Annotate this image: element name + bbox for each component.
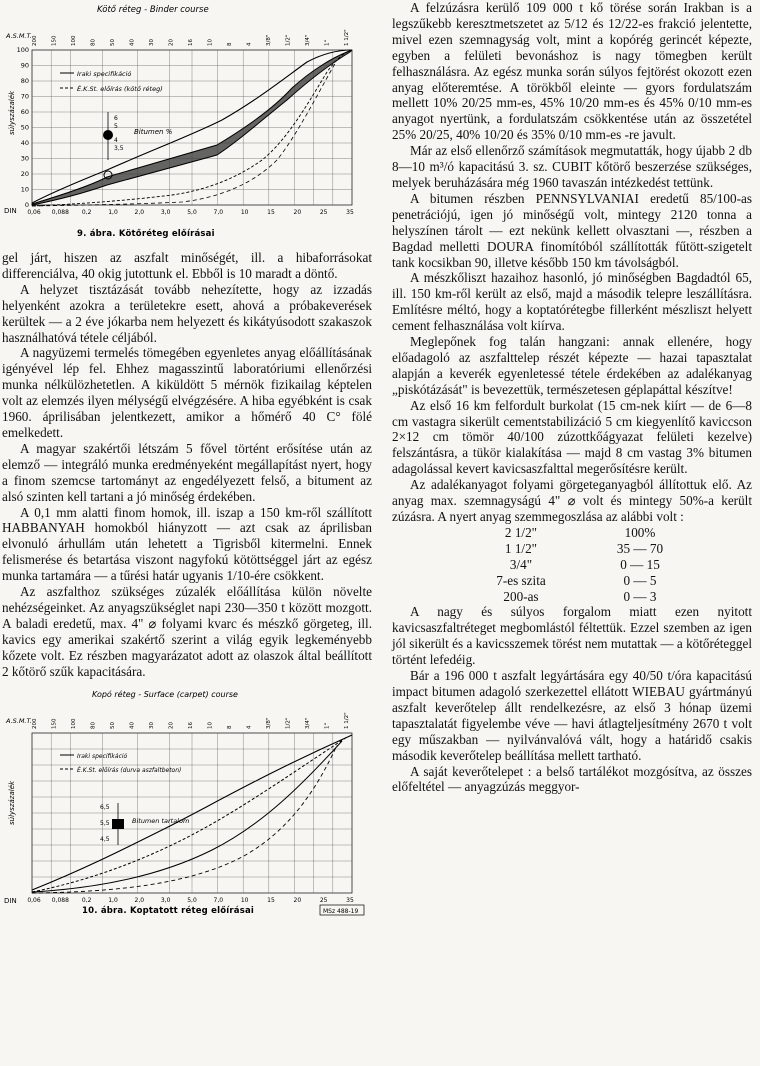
left-paragraph-3: A nagyüzemi termelés tömegében egyenletes anyag előállításának igényével lép fel. Ehhez magasszintű laboratóriumi ellenőrzési munka nélkülözhetetlen. A kiküldött 5 mérnök fizikailag képtelen volt az elemzés ilyen mélységű elvégzésére. A hiba egyébként is csak 1960. áprilisában jelentkezett, amikor a hőmérő 40 C° fölé emelkedett. [2,345,372,440]
top-tick-label: 30 [149,722,155,730]
top-tick-label: 16 [188,39,194,46]
top-tick-label: 80 [90,39,97,46]
top-tick-label: 200 [32,718,38,730]
figure-10-stamp: MSz 488-19 [323,908,359,916]
right-paragraph-2: Már az első ellenőrző számítások megmutatták, hogy újabb 2 db 8—10 m³/ó kapacitású 3. sz. CUBIT kőtörő beszerzése szükséges, melyek beruházására még 1960 tavaszán intézkedést tettünk. [392,143,752,190]
grading-table [462,525,700,605]
bottom-tick-label: 0,2 [81,897,92,905]
bottom-tick-label: 15 [267,897,275,905]
right-paragraph-10: A saját keverőtelepet : a belső tartálékot mozgósítva, az összes előfeltétel — anyagzúzás meggyor- [392,763,752,795]
left-paragraph-2: A helyzet tisztázását tovább nehezítette, hogy az izzadás helyenként azokra a területekre esett, ahová a próbakeverések kerültek — a 2 éve jókarba nem helyezett és kikátyúsodott szakaszok használhatóvá tétele céljából. [2,281,372,345]
right-paragraph-1: A felzúzásra kerülő 109 000 t kő törése során Irakban is a legszűkebb keresztmetszetet az 5/12 és 12/22-es frakció jelentette, mivel ezen szemnagyság volt, mint a kopórég gerincét képezte, egyben a felületi bevonáshoz is nagy tömegben került felhasználásra. Az egész munka során súlyos fejtörést okozott ezen anyag előteremtése. A törökből eleinte — gyors fordulatszám mellett 10% 20/25 mm-es, 45% 10/20 mm-es és 45% 0/10 mm-es anyagot nyertünk, a fordulatszám csökkentése után az összetétel 25% 20/25, 40% 10/20 és 35% 0/10 mm-es -re javult. [392,0,752,143]
figure-9-caption: 9. ábra. Kötőréteg előírásai [77,229,215,239]
figure-9-bitumen-tick-4: 3,5 [114,145,124,152]
top-tick-label: 50 [110,39,116,46]
top-tick-label: 8 [227,725,233,730]
table-row [462,525,700,541]
bottom-tick-label: 3,0 [160,209,171,216]
figure-10-chart [2,685,372,917]
figure-10-legend-2: É.K.St. előírás (durva aszfaltbeton) [77,767,182,775]
top-tick-label: 16 [188,722,194,730]
right-paragraph-5: Meglepőnek fog talán hangzani: annak ellenére, hogy előadagoló az aszfalttelep részét képezte — hazai tapasztalat alapján a keverék egyenletessé tétele érdekében az adalékanyag „piskótázását" is bevezettük, természetesen géplapáttal készítve! [392,334,752,397]
table-row [462,557,700,573]
figure-10-title: Kopó réteg - Surface (carpet) course [92,690,238,700]
table-row [462,589,700,605]
top-tick-label: 10 [207,39,214,46]
bottom-tick-label: 35 [346,897,354,905]
table-row [462,541,700,557]
right-paragraph-6: Az első 16 km felfordult burkolat (15 cm-nek kiírt — de 6—8 cm vastagra sikerült cementstabilizáció 5 cm kiegyenlítő kaviccson 2×12 cm tömör 40/100 zúzottkőágyazat felületi kezelve) felszántásra, a tükör kialakítása — majd 8 cm vastag 3% bitumen adagolással kevert kavicsaszfalttal megerősítésre került. [392,397,752,477]
bottom-tick-label: 20 [293,897,302,905]
left-paragraph-1: gel járt, hiszen az aszfalt minőségét, ill. a hibaforrásokat differenciálva, 40 okig jutottunk el. Ebből is 10 maradt a döntő. [2,250,372,281]
top-tick-label: 4 [246,42,253,46]
top-tick-label: 80 [90,722,97,730]
bottom-tick-label: 1,0 [108,897,118,905]
bottom-tick-label: 35 [346,209,354,216]
bottom-tick-label: 1,0 [108,209,118,216]
y-tick-label: 20 [20,170,29,178]
bottom-tick-label: 0,06 [27,897,41,905]
grading-pct: 0 — 15 [620,556,660,572]
y-tick-label: 80 [20,77,29,85]
top-tick-label: 150 [51,35,58,46]
figure-9-legend-2: É.K.St. előírás (kötő réteg) [77,85,163,93]
grading-size: 3/4" [509,556,533,572]
figure-9-bitumen-label: Bitumen % [134,128,173,136]
y-tick-label: 30 [20,154,29,163]
right-paragraph-8: A nagy és súlyos forgalom miatt ezen nyitott kavicsaszfaltréteget megbomlástól féltettük. Ezzel szemben az igen jól sikerült és a kavicsszemek törést nem mutattak — a kötőréteggel történt lefedéig. [392,604,752,668]
figure-9-ylabel: súlyszázalék [8,90,16,135]
bottom-tick-label: 15 [267,209,275,216]
y-tick-label: 0 [24,201,29,209]
top-tick-label: 200 [32,35,38,46]
bottom-tick-label: 3,0 [160,897,171,905]
bottom-tick-label: 0,06 [27,209,41,216]
y-tick-label: 50 [20,123,29,132]
grading-pct: 0 — 3 [623,588,657,604]
right-column [392,0,752,795]
left-paragraph-4: A magyar szakértői létszám 5 fővel történt erősítése után az elemző — integráló munka eredményeként megállapítást nyert, hogy a finom szemcse tartományt az engedélyezett felső, a bitument az alsó szinten kell tartani a jó minőség érdekében. [2,440,372,504]
top-tick-label: 1/2" [285,34,292,46]
figure-10-bottom-ticks [27,897,354,904]
bottom-tick-label: 10 [240,897,249,905]
figure-10 [2,685,372,917]
figure-9-y-ticks [17,46,29,209]
top-tick-label: 3/4" [305,34,311,46]
left-paragraph-6: Az aszfalthoz szükséges zúzalék előállítása külön növelte nehézségeinket. Az anyagszükséglet napi 230—350 t között mozgott. A baladi eredetű, max. 4" ⌀ folyami kvarc és mészkő görgeteg, ill. kavics egy amerikai szakértő szerint a világ egyik legkeményebb kőzete volt. Ez részben magyarázatot adott az olaszok által beállított 2 kőtörő szűk kapacitására. [2,584,372,679]
top-tick-label: 20 [168,722,175,730]
bottom-tick-label: 20 [293,209,302,216]
figure-9-bitumen-tick-1: 6 [114,115,118,122]
bottom-tick-label: 10 [240,209,249,216]
figure-9-legend-1: Iraki specifikáció [77,70,132,78]
top-tick-label: 1 1/2" [344,712,350,730]
top-tick-label: 40 [129,722,136,730]
top-tick-label: 30 [149,39,155,46]
grading-size: 200-as [503,588,539,604]
grading-size: 2 1/2" [504,524,538,540]
figure-9-bitumen-tick-2: 5 [114,123,118,130]
top-tick-label: 3/8" [266,718,272,730]
bottom-tick-label: 25 [319,897,328,905]
figure-9 [2,0,372,250]
top-tick-label: 3/4" [305,718,311,730]
grading-pct: 100% [624,524,656,540]
top-tick-label: 150 [51,718,58,730]
bottom-tick-label: 0,088 [51,209,69,216]
left-paragraph-5: A 0,1 mm alatti finom homok, ill. iszap a 150 km-ről szállított HABBANYAH homokból hiányzott — azt csak az áprilisban elvonuló árhullám után lehetett a Tigrisből kitermelni. Ennek felismerése és betartása viszont nagyfokú kötöttséggel járt az egész munka tartamára — a tűrési határ ugyanis 1/10-ére csökkent. [2,504,372,584]
figure-10-ylabel: súlyszázalék [8,781,16,826]
grading-pct: 35 — 70 [616,540,664,556]
y-tick-label: 40 [20,139,29,147]
figure-9-top-ticks [32,29,350,46]
figure-10-bitumen-label: Bitumen tartalom [132,817,190,826]
top-tick-label: 8 [227,42,233,46]
top-tick-label: 50 [110,722,116,730]
bottom-tick-label: 0,088 [51,897,69,905]
grading-pct: 0 — 5 [623,572,657,588]
y-tick-label: 70 [20,92,29,101]
bottom-tick-label: 25 [319,209,328,216]
top-tick-label: 10 [207,722,214,730]
top-tick-label: 100 [71,718,77,730]
top-tick-label: 1/2" [285,718,292,730]
figure-9-bottom-ticks [27,209,354,216]
figure-10-caption: 10. ábra. Koptatott réteg előírásai [82,906,254,917]
bottom-tick-label: 7,0 [213,209,224,216]
right-paragraph-3: A bitumen részben PENNSYLVANIAI eredetű 85/100-as penetrációjú, igen jó minőségű volt, mintegy 2120 tonna a helyszínen tárolt — ezt nekünk kellett olvasztani —, részben a Bagdad melletti DOURA finomítóból szállították fűtött-szigetelt tank kocsikban 90, illetve később 150 km távolságból. [392,190,752,270]
bottom-tick-label: 5,0 [187,209,197,216]
figure-10-legend-1: Iraki specifikáció [77,753,128,761]
right-paragraph-9: Bár a 196 000 t aszfalt legyártására egy 40/50 t/óra kapacitású impact bitumen adagoló szerkezettel ellátott WIEBAU gyártmányú aszfalt keverőtelep állt rendelkezésre, az első 3 hónap üzemi tapasztalatát figyelembe véve — havi átlagteljesítmény 2670 t volt egy műszakban — nyilvánvalóvá vált, hogy a határidő csakis második keverőtelep beállítása mellett tartható. [392,668,752,763]
figure-10-din: DIN [4,897,17,906]
y-tick-label: 100 [16,46,29,54]
figure-10-bitumen-tick-3: 4,5 [100,836,110,844]
figure-10-top-ticks [32,713,350,730]
bottom-tick-label: 0,2 [81,209,92,216]
right-paragraph-7: Az adalékanyagot folyami görgeteganyagból állítottuk elő. Az anyag max. szemnagyságú 4" ⌀ volt és mintegy 50%-a került zúzásra. A nyert anyag szemmegoszlása az alábbi volt : [392,477,752,524]
top-tick-label: 4 [246,725,253,730]
top-tick-label: 40 [129,39,136,46]
right-paragraph-4: A mészkőliszt hazaihoz hasonló, jó minőségben Bagdadtól 65, ill. 150 km-ről került az első, majd a második telepre leszállításra. Említésre méltó, hogy a koptatórétegbe fillerként mészliszt helyett cement felhasználása volt kiírva. [392,270,752,334]
bottom-tick-label: 5,0 [187,897,197,905]
top-tick-label: 100 [71,35,77,46]
figure-9-spec-lower2 [32,60,337,206]
figure-10-spec-2 [32,737,347,892]
figure-9-bitumen-tick-3: 4 [114,137,118,144]
bottom-tick-label: 2,0 [134,897,145,905]
y-tick-label: 10 [20,185,29,194]
y-tick-label: 90 [20,61,29,70]
top-tick-label: 1" [324,723,331,730]
left-column [2,0,372,917]
top-tick-label: 20 [168,39,175,46]
bottom-tick-label: 2,0 [134,209,145,216]
figure-9-asmt: A.S.M.T. [6,32,32,40]
table-row [462,573,700,589]
top-tick-label: 1 1/2" [344,29,350,46]
figure-9-title: Kötő réteg - Binder course [97,5,209,15]
figure-10-bitumen-tick-1: 6,5 [100,804,110,812]
figure-9-bitumen-point [103,130,113,140]
top-tick-label: 3/8" [266,34,272,46]
figure-9-din: DIN [4,207,17,215]
figure-9-chart [2,0,372,250]
figure-10-asmt: A.S.M.T. [6,717,32,726]
figure-10-bitumen-mark [112,819,124,829]
grading-size: 1 1/2" [504,540,538,556]
figure-10-bitumen-tick-2: 5,5 [100,820,110,828]
top-tick-label: 1" [324,39,331,46]
bottom-tick-label: 7,0 [213,897,224,905]
y-tick-label: 60 [20,108,29,116]
grading-size: 7-es szita [496,572,546,588]
